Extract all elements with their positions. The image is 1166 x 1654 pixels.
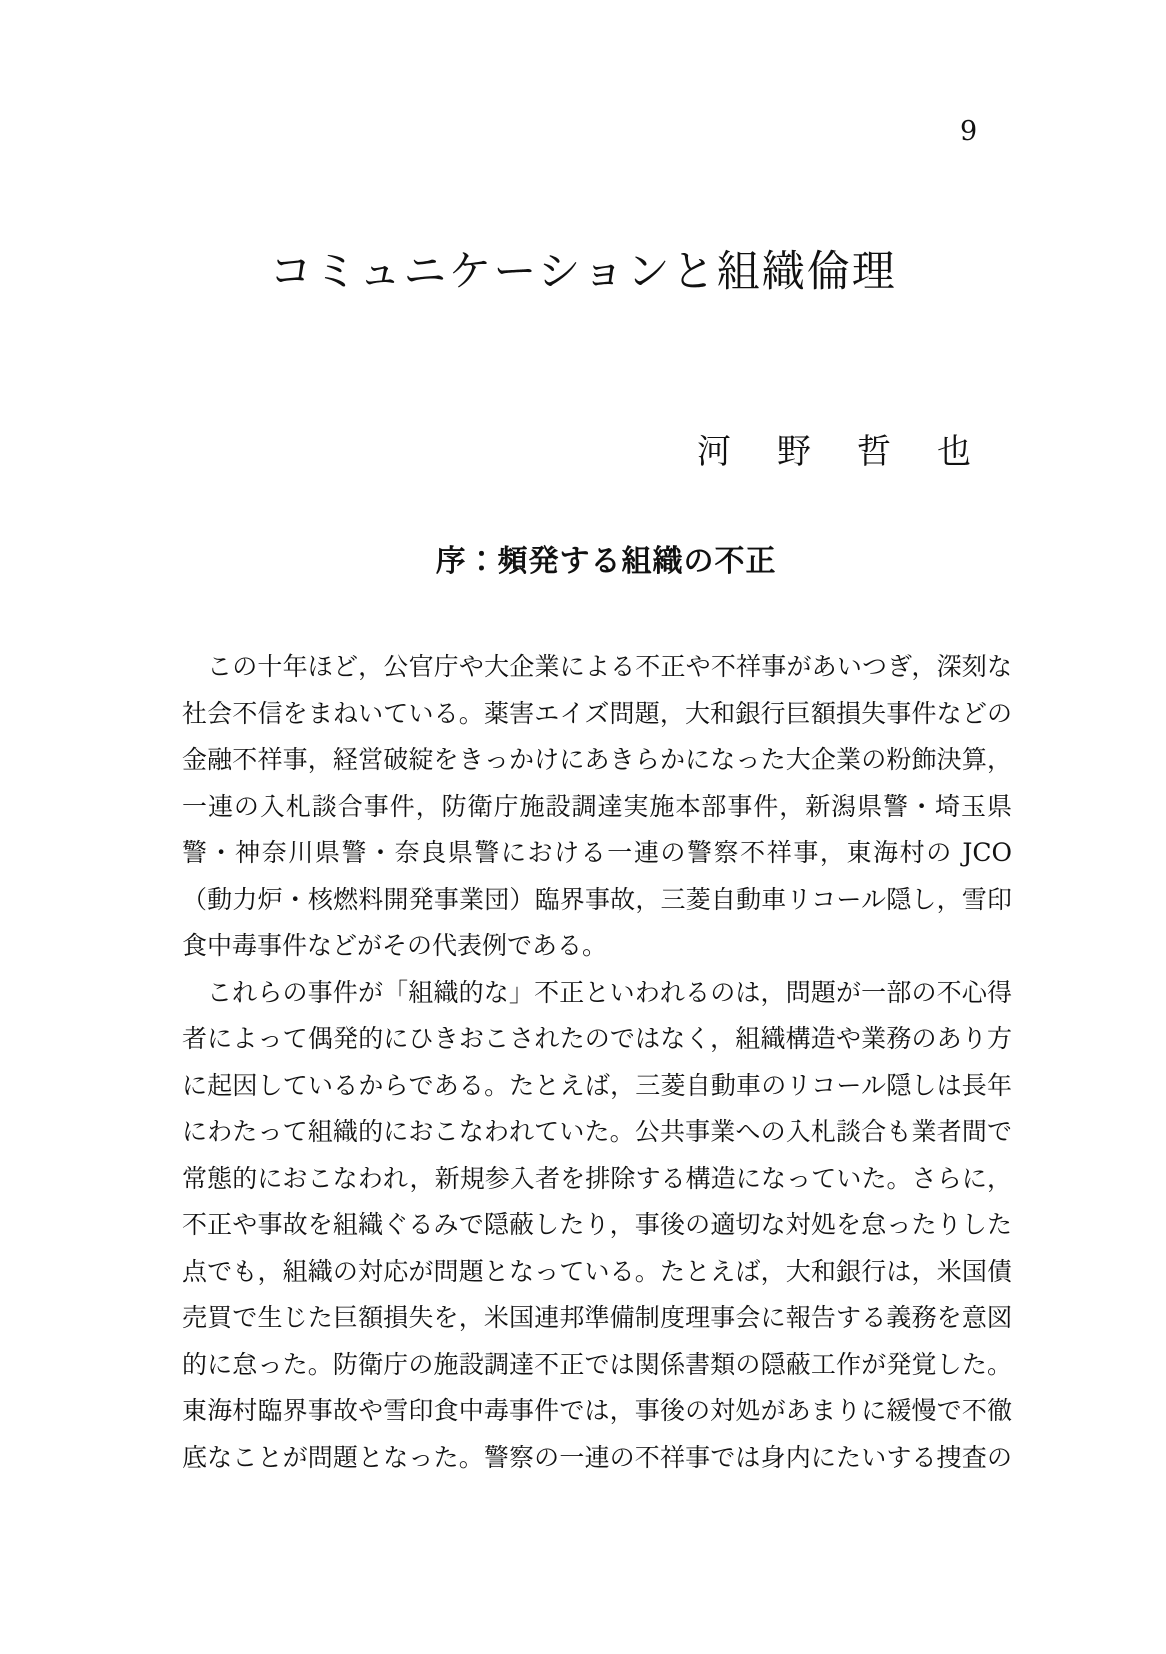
paragraph2-line9: 的に怠った。防衛庁の施設調達不正では関係書類の隠蔽工作が発覚した。 [182,1349,1012,1379]
paragraph1-line2: 社会不信をまねいている。薬害エイズ問題，大和銀行巨額損失事件などの [182,698,1012,728]
paragraph2-line8: 売買で生じた巨額損失を，米国連邦準備制度理事会に報告する義務を意図 [182,1303,1012,1332]
paragraph1-line7: 食中毒事件などがその代表例である。 [182,931,608,960]
paragraph1-line6: （動力炉・核燃料開発事業団）臨界事故，三菱自動車リコール隠し，雪印 [182,884,1012,914]
page-title: コミュニケーションと組織倫理 [269,247,897,297]
paragraph2-line1: これらの事件が「組織的な」不正といわれるのは，問題が一部の不心得 [207,977,1012,1007]
paragraph1-line1: この十年ほど，公官庁や大企業による不正や不祥事があいつぎ，深刻な [207,652,1012,681]
author-name: 河野哲也 [697,432,1017,472]
paragraph1-line4: 一連の入札談合事件，防衛庁施設調達実施本部事件，新潟県警・埼玉県 [182,791,1012,821]
paragraph1-line5: 警・神奈川県警・奈良県警における一連の警察不祥事，東海村の JCO [182,838,1012,867]
paragraph1-line3: 金融不祥事，経営破綻をきっかけにあきらかになった大企業の粉飾決算， [182,745,1012,774]
body-text [182,644,1012,1481]
paragraph2-line6: 不正や事故を組織ぐるみで隠蔽したり，事後の適切な対処を怠ったりした [182,1210,1012,1239]
paragraph2-line5: 常態的におこなわれ，新規参入者を排除する構造になっていた。さらに， [182,1163,1012,1193]
paragraph2-line10: 東海村臨界事故や雪印食中毒事件では，事後の対処があまりに緩慢で不徹 [182,1396,1012,1425]
page-number: 9 [960,116,978,147]
paragraph2-line3: に起因しているからである。たとえば，三菱自動車のリコール隠しは長年 [182,1070,1012,1100]
paragraph2-line11: 底なことが問題となった。警察の一連の不祥事では身内にたいする捜査の [182,1442,1012,1472]
paragraph2-line4: にわたって組織的におこなわれていた。公共事業への入札談合も業者間で [182,1117,1012,1146]
section-heading: 序：頻発する組織の不正 [435,544,777,579]
paragraph2-line2: 者によって偶発的にひきおこされたのではなく，組織構造や業務のあり方 [182,1024,1012,1053]
paragraph2-line7: 点でも，組織の対応が問題となっている。たとえば，大和銀行は，米国債 [182,1256,1012,1286]
